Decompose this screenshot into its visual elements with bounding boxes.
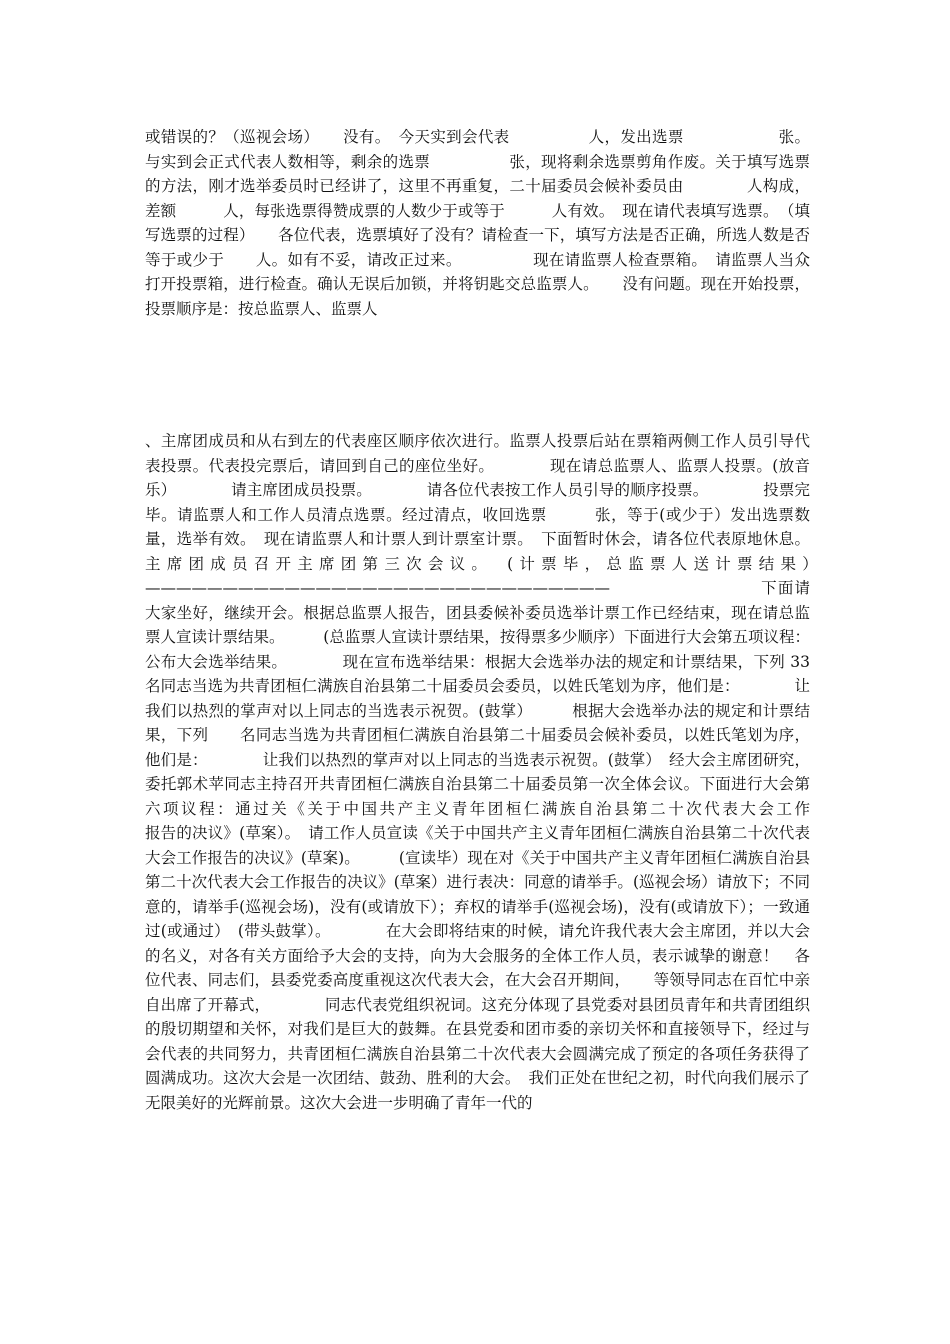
body-paragraph-1: 或错误的？（巡视会场） 没有。 今天实到会代表 人，发出选票 张。与实到会正式代表人数相等，剩余的选票 张，现将剩余选票剪角作废。关于填写选票的方法，刚才选举委员时已经讲了，这里不再重复，二十届委员会候补委员由 人构成，差额 人，每张选票得赞成票的人数少于或等于 人有效。 现在请代表填写选票。 （填写选票的过程） 各位代表，选票填好了没有？请检查一下，填写方法是否正确，所选人数是否等于或少于 人。如有不妥，请改正过来。 现在请监票人检查票箱。 请监票人当众打开投票箱，进行检查。确认无误后加锁，并将钥匙交总监票人。 没有问题。现在开始投票，投票顺序是：按总监票人、监票人 <box>145 128 810 318</box>
body-paragraph-2: 、主席团成员和从右到左的代表座区顺序依次进行。监票人投票后站在票箱两侧工作人员引导代表投票。代表投完票后，请回到自己的座位坐好。 现在请总监票人、监票人投票。(放音乐） 请主席团成员投票。 请各位代表按工作人员引导的顺序投票。 投票完毕。请监票人和工作人员清点选票。经过清点，收回选票 张，等于(或少于）发出选票数量，选举有效。 现在请监票人和计票人到计票室计票。 下面暂时休会，请各位代表原地休息。主席团成员召开主席团第三次会议。 (计票毕，总监票人送计票结果） —————————————————————————————— 下面请大家坐好，继续开会。根据总监票人报告，团县委候补委员选举计票工作已经结束，现在请总监票人宣读计票结果。 (总监票人宣读计票结果，按得票多少顺序）下面进行大会第五项议程：公布大会选举结果。 现在宣布选举结果：根据大会选举办法的规定和计票结果，下列 33 名同志当选为共青团桓仁满族自治县第二十届委员会委员，以姓氏笔划为序，他们是： 让我们以热烈的掌声对以上同志的当选表示祝贺。(鼓掌） 根据大会选举办法的规定和计票结果，下列 名同志当选为共青团桓仁满族自治县第二十届委员会候补委员，以姓氏笔划为序，他们是： 让我们以热烈的掌声对以上同志的当选表示祝贺。(鼓掌） 经大会主席团研究，委托郭术苹同志主持召开共青团桓仁满族自治县第二十届委员第一次全体会议。下面进行大会第六项议程：通过关《关于中国共产主义青年团桓仁满族自治县第二十次代表大会工作 报告的决议》(草案）。 请工作人员宣读《关于中国共产主义青年团桓仁满族自治县第二十次代表大会工作报告的决议》(草案)。 (宣读毕）现在对《关于中国共产主义青年团桓仁满族自治县第二十次代表大会工作报告的决议》(草案）进行表决：同意的请举手。(巡视会场）请放下；不同意的，请举手(巡视会场)，没有(或请放下）；弃权的请举手(巡视会场)，没有(或请放下）；一致通过(或通过） (带头鼓掌）。 在大会即将结束的时候，请允许我代表大会主席团，并以大会的名义，对各有关方面给予大会的支持，向为大会服务的全体工作人员，表示诚挚的谢意！ 各位代表、同志们，县委党委高度重视这次代表大会，在大会召开期间， 等领导同志在百忙中亲自出席了开幕式， 同志代表党组织祝词。这充分体现了县党委对县团员青年和共青团组织的殷切期望和关怀，对我们是巨大的鼓舞。在县党委和团市委的亲切关怀和直接领导下，经过与会代表的共同努力，共青团桓仁满族自治县第二十次代表大会圆满完成了预定的各项任务获得了圆满成功。这次大会是一次团结、鼓劲、胜利的大会。 我们正处在世纪之初，时代向我们展示了无限美好的光辉前景。这次大会进一步明确了青年一代的 <box>145 432 950 1112</box>
